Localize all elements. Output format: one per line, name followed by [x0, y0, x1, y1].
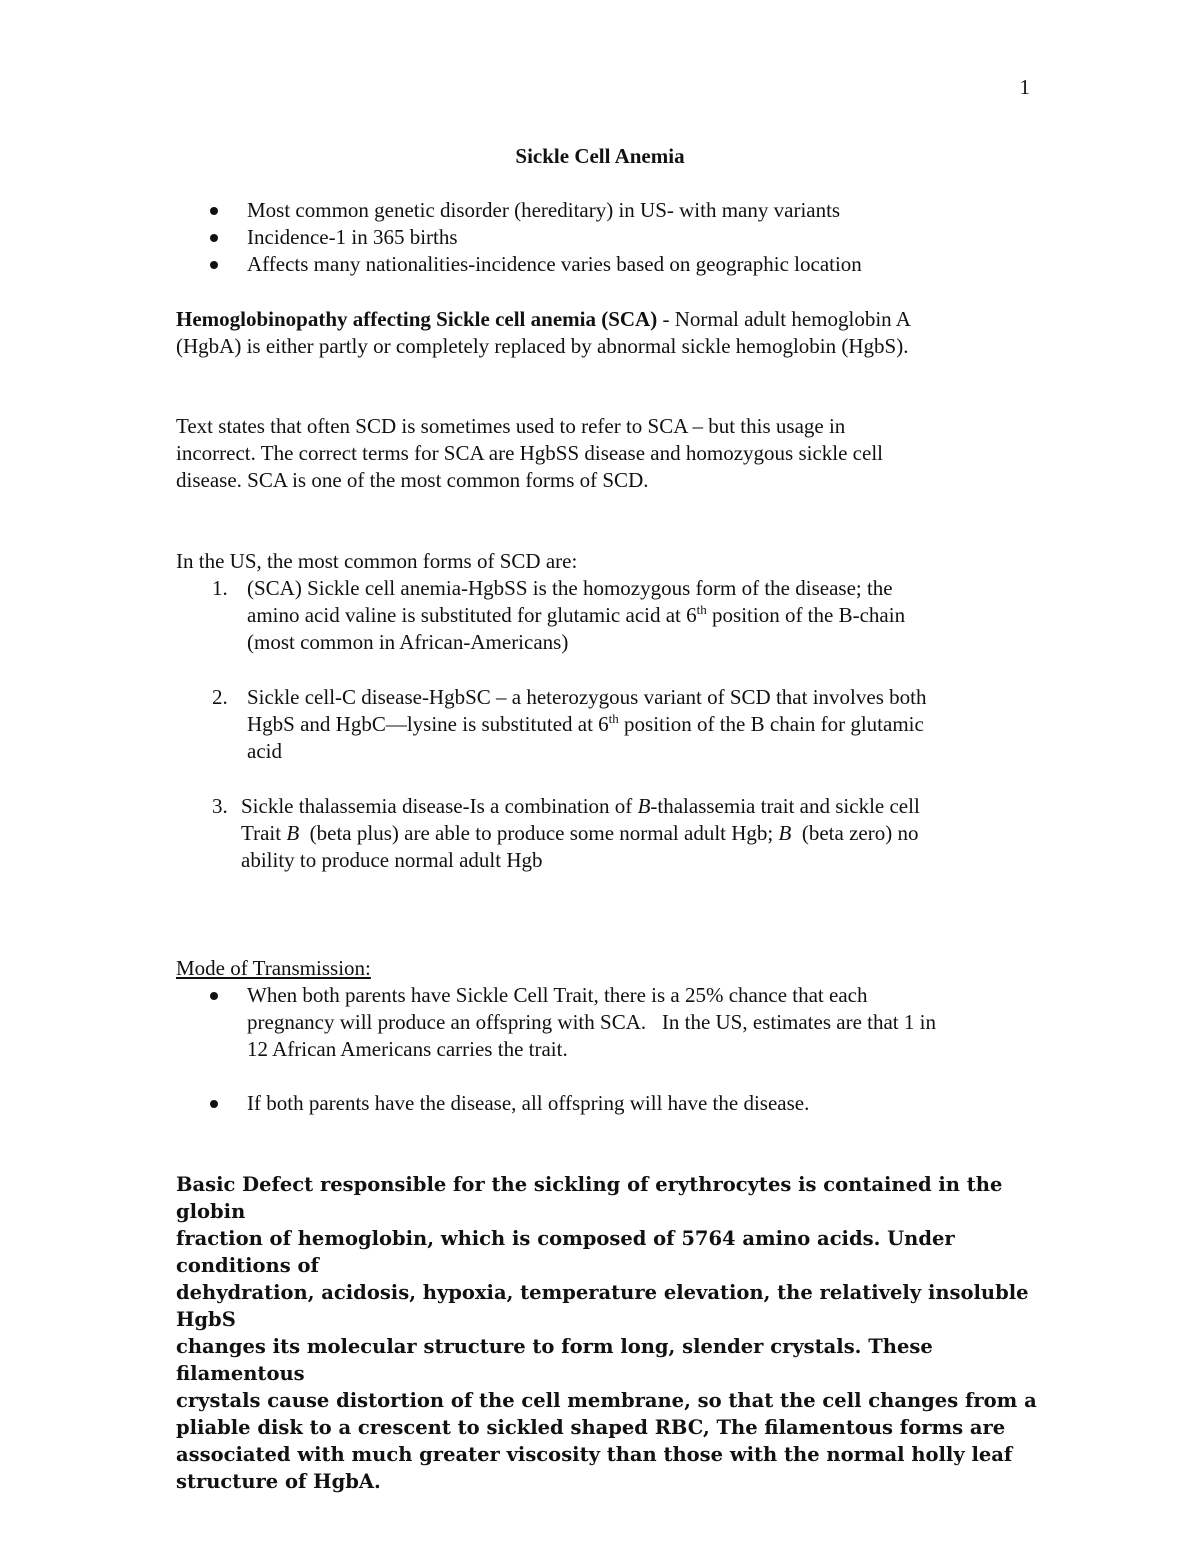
list-number: 1. — [212, 576, 228, 600]
terminology-paragraph: Text states that often SCD is sometimes used to refer to SCA – but this usage in incorrect. The correct terms for SCA are HgbSS disease and homozygous sickle cell disease. SCA is one of the most common forms of SCD. — [176, 414, 883, 492]
transmission-heading: Mode of Transmission: — [176, 956, 371, 980]
page-title: Sickle Cell Anemia — [515, 144, 685, 168]
basic-defect-paragraph: Basic Defect responsible for the sickling of erythrocytes is contained in the globin fraction of hemoglobin, which is composed of 5764 amino acids. Under conditions of dehydration, acidosis, hypoxia, temperature elevation, the relatively insoluble HgbS changes its molecular structure to form long, slender crystals. These filamentous crystals cause distortion of the cell membrane, so that the cell changes from a pliable disk to a crescent to sickled shaped RBC, The filamentous forms are associated with much greater viscosity than those with the normal holly leaf structure of HgbA. — [176, 1173, 1037, 1493]
bullet-icon — [210, 992, 218, 1000]
document-page: 1 Sickle Cell Anemia Most common genetic disorder (hereditary) in US- with many variants Incidence-1 in 365 births Affects many nationalities-incidence varies based on geographic location Hemoglobinopathy affecting Sickle cell anemia (SCA) - Normal adult hemoglobin A (HgbA) is either partly or completely replaced by abnormal sickle hemoglobin (HgbS). Text states that often SCD is sometimes used to refer to SCA – but this usage in incorrect. The correct terms for SCA are HgbSS disease and homozygous sickle cell disease. SCA is one of the most common forms of SCD. In the US, the most common forms of SCD are: 1. (SCA) Sickle cell anemia-HgbSS is the homozygous form of the disease; the amino acid valine is substituted for glutamic acid at 6th position of the B-chain (most common in African-Americans) 2. Sickle cell-C disease-HgbSC – a heterozygous variant of SCD that involves both HgbS and HgbC—lysine is substituted at 6th position of the B chain for glutamic acid 3. Sickle thalassemia disease-Is a combination of B-thalassemia trait and sickle cell Trait B (beta plus) are able to produce some normal adult Hgb; B (beta zero) no ability to produce normal adult Hgb Mode of Transmission: When both parents have Sickle Cell Trait, there is a 25% chance that each pregnancy will produce an offspring with SCA. In the US, estimates are that 1 in 12 African Americans carries the trait. If both parents have the disease, all offspring will have the disease. Basic Defect responsible for the sickling of erythrocytes is contained in the globin fraction of hemoglobin, which is composed of 5764 amino acids. Under conditions of dehydration, acidosis, hypoxia, temperature elevation, the relatively insoluble HgbS changes its molecular structure to form long, slender crystals. These filamentous crystals cause distortion of the cell membrane, so that the cell changes from a pliable disk to a crescent to sickled shaped RBC, The filamentous forms are associated with much greater viscosity than those with the normal holly leaf structure of HgbA. — [0, 0, 1200, 1553]
bullet-icon — [210, 207, 218, 215]
list-number: 2. — [212, 685, 228, 709]
bullet-icon — [210, 234, 218, 242]
page-number: 1 — [1019, 75, 1030, 99]
list-number: 3. — [212, 794, 228, 818]
bullet-icon — [210, 1100, 218, 1108]
bullet-icon — [210, 261, 218, 269]
hemoglobinopathy-heading: Hemoglobinopathy affecting Sickle cell anemia (SCA) — [176, 307, 658, 331]
hemoglobinopathy-paragraph: Hemoglobinopathy affecting Sickle cell anemia (SCA) - Normal adult hemoglobin A (HgbA) is either partly or completely replaced by abnormal sickle hemoglobin (HgbS). — [176, 307, 911, 358]
forms-intro: In the US, the most common forms of SCD are: — [176, 549, 578, 573]
